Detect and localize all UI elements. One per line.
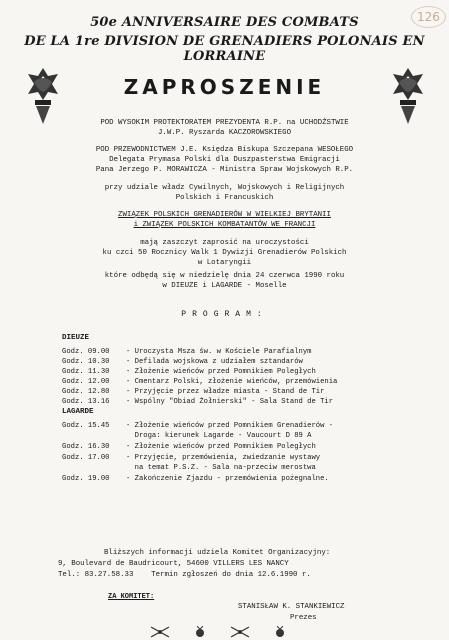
presidency-line-3: Pana Jerzego P. MORAWICZA - Ministra Spraw Wojskowych R.P.	[95, 166, 354, 174]
program-text: - Złożenie wieńców przed Pomnikiem Poległych	[126, 368, 316, 376]
program-row	[62, 421, 402, 431]
program-time: Godz. 09.00	[62, 348, 110, 356]
program-time: Godz. 10.30	[62, 358, 110, 366]
program-text: - Cmentarz Polski, złożenie wieńców, przemówienia	[126, 378, 338, 386]
program-row	[62, 347, 402, 357]
signature-name: STANISŁAW K. STANKIEWICZ	[238, 603, 345, 611]
contact-title: Bliższych informacji udziela Komitet Organizacyjny:	[104, 549, 331, 557]
program-time: Godz. 12.00	[62, 378, 110, 386]
patronage-line-2: J.W.P. Ryszarda KACZOROWSKIEGO	[157, 129, 292, 137]
participation-line-1: przy udziale władz Cywilnych, Wojskowych i Religijnych	[104, 184, 345, 192]
program-row	[62, 453, 402, 463]
contact-phone-deadline: Tel.: 83.27.58.33 Termin zgłoszeń do dnia 12.6.1990 r.	[58, 571, 311, 579]
program-row	[62, 357, 402, 367]
program-text: Droga: kierunek Lagarde - Vaucourt D 89 A	[126, 432, 312, 440]
program-row	[62, 397, 402, 407]
patronage-line-1: POD WYSOKIM PROTEKTORATEM PREZYDENTA R.P. na UCHODŹSTWIE	[100, 119, 349, 127]
grenade-emblem-icon	[190, 626, 210, 638]
invitation-line-5: w DIEUZE i LAGARDE - Moselle	[162, 282, 287, 290]
grenade-emblem-icon	[270, 626, 290, 638]
crossed-rifles-icon	[150, 626, 170, 638]
program-row	[62, 463, 402, 473]
signature-role: Prezes	[290, 614, 317, 622]
program-text: - Złożenie wieńców przed Pomnikiem Grenadierów -	[126, 422, 334, 430]
program-row	[62, 377, 402, 387]
committee-label: ZA KOMITET:	[108, 593, 155, 601]
section-title-lagarde: LAGARDE	[62, 408, 94, 416]
program-title: PROGRAM:	[181, 310, 268, 319]
participation-line-2: Polskich i Francuskich	[175, 194, 274, 202]
program-time: Godz. 12.80	[62, 388, 110, 396]
program-time: Godz. 13.16	[62, 398, 110, 406]
program-row	[62, 442, 402, 452]
invitation-line-2: ku czci 50 Rocznicy Walk 1 Dywizji Grenadierów Polskich	[102, 249, 347, 257]
program-text: - Uroczysta Msza św. w Kościele Parafialnym	[126, 348, 312, 356]
invitation-line-1: mają zaszczyt zaprosić na uroczystości	[140, 239, 309, 247]
associations-line-2: i ZWIĄZEK POLSKICH KOMBATANTÓW WE FRANCJI	[133, 221, 316, 229]
program-text: - Przyjęcie, przemówienia, zwiedzanie wystawy	[126, 454, 321, 462]
program-time: Godz. 15.45	[62, 422, 110, 430]
program-text: - Przyjęcie przez władze miasta - Stand de Tir	[126, 388, 325, 396]
program-row	[62, 474, 402, 484]
associations-line-1: ZWIĄZEK POLSKICH GRENADIERÓW W WIELKIEJ BRYTANII	[118, 211, 331, 219]
program-text: - Wspólny "Obiad Żołnierski" - Sala Stand de Tir	[126, 398, 334, 406]
presidency-line-1: POD PRZEWODNICTWEM J.E. Księdza Biskupa Szczepana WESOŁEGO	[95, 146, 354, 154]
section-title-dieuze: DIEUZE	[62, 334, 90, 342]
contact-address: 9, Boulevard de Baudricourt, 54600 VILLERS LES NANCY	[58, 560, 289, 568]
handwritten-page-number: 126	[411, 6, 446, 28]
program-time: Godz. 16.30	[62, 443, 110, 451]
program-text: - Defilada wojskowa z udziałem sztandarów	[126, 358, 303, 366]
header-line-2: DE LA 1re DIVISION DE GRENADIERS POLONAIS EN LORRAINE	[24, 34, 425, 64]
program-time: Godz. 11.30	[62, 368, 110, 376]
program-row	[62, 367, 402, 377]
program-text: - Zakończenie Zjazdu - przemówienia pożegnalne.	[126, 475, 329, 483]
crossed-rifles-icon	[230, 626, 250, 638]
program-row	[62, 387, 402, 397]
program-time: Godz. 17.00	[62, 454, 110, 462]
page-title: ZAPROSZENIE	[123, 75, 326, 99]
program-row	[62, 431, 402, 441]
program-text: - Złożenie wieńców przed Pomnikiem Poległych	[126, 443, 316, 451]
header-line-1: 50e ANNIVERSAIRE DES COMBATS	[90, 15, 359, 30]
presidency-line-2: Delegata Prymasa Polski dla Duszpasterstwa Emigracji	[109, 156, 340, 164]
program-time: Godz. 19.00	[62, 475, 110, 483]
invitation-line-3: w Lotaryngii	[197, 259, 252, 267]
invitation-line-4: które odbędą się w niedzielę dnia 24 czerwca 1990 roku	[104, 272, 345, 280]
program-text: na temat P.S.Z. - Sala na-przeciw merostwa	[126, 464, 316, 472]
